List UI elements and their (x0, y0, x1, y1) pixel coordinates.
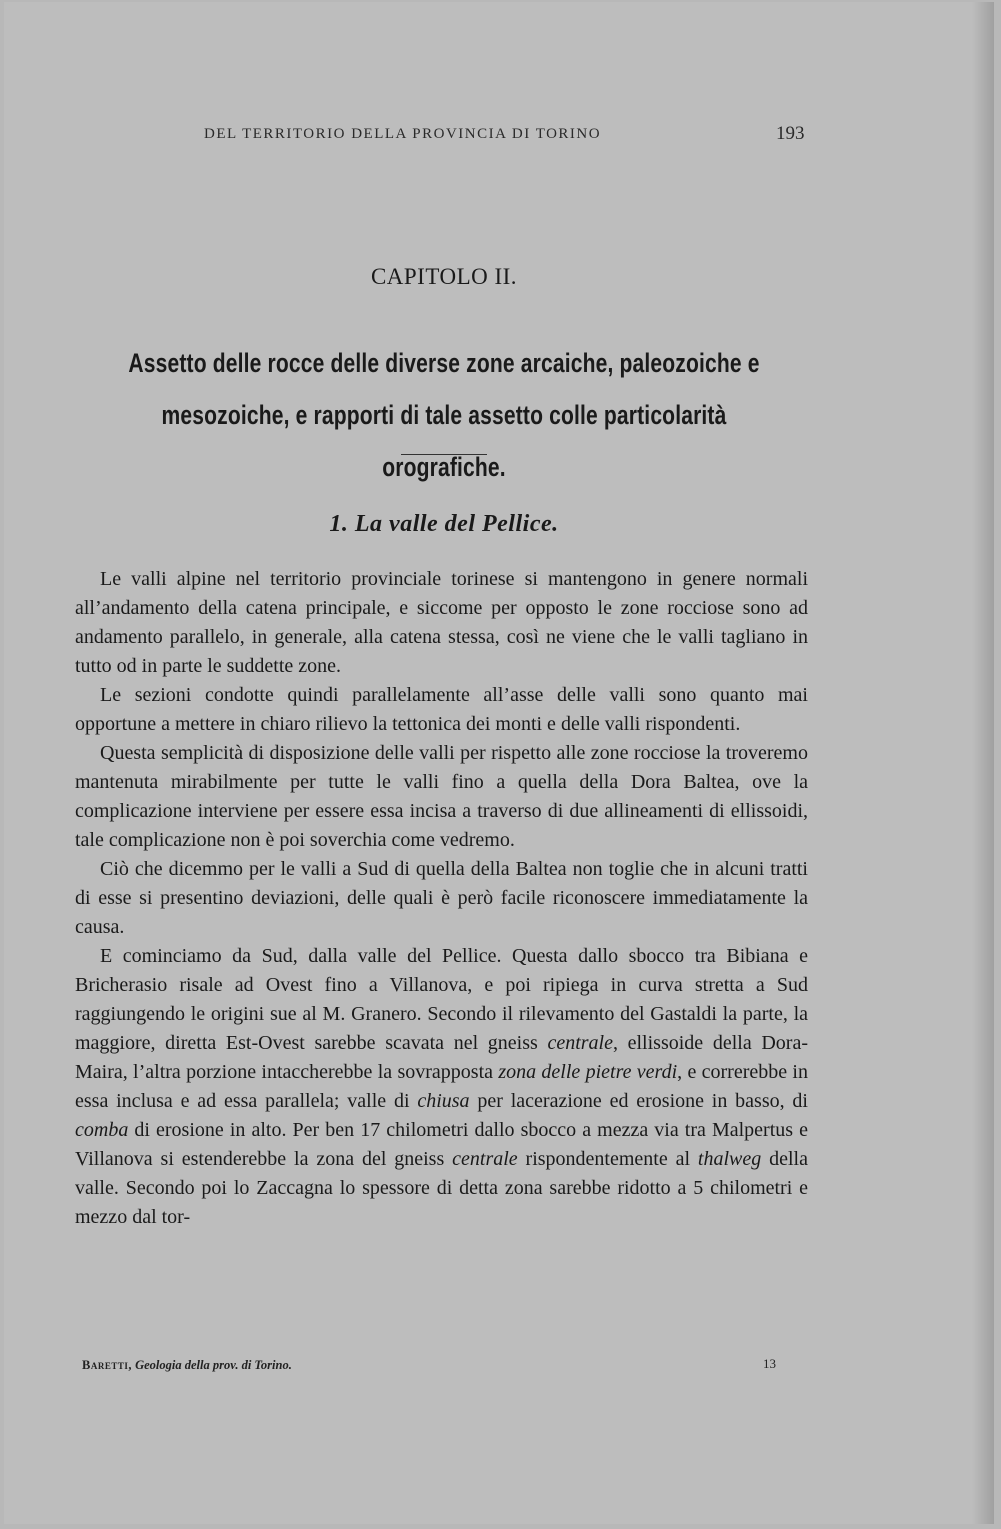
paragraph-4: Ciò che dicemmo per le valli a Sud di quella della Baltea non toglie che in alcuni tratti di esse si presentino deviazioni, delle quali è però facile riconoscere immediatamente la causa. (75, 858, 808, 938)
paragraph-5 (75, 942, 808, 1232)
section-heading: 1. La valle del Pellice. (329, 511, 559, 537)
paragraph-2: Le sezioni condotte quindi parallelamente all’asse delle valli sono quanto mai opportune a mettere in chiaro rilievo la tettonica dei monti e delle valli rispondenti. (75, 684, 808, 735)
paragraph-5-text: E cominciamo da Sud, dalla valle del Pellice. Questa dallo sbocco tra Bibiana e Bricherasio risale ad Ovest fino a Villanova, e poi ripiega in curva stretta a Sud raggiungendo le origini sue al M. Granero. Secondo il rilevamento del Gastaldi la parte, la maggiore, diretta Est-Ovest sarebbe scavata nel gneiss (75, 945, 808, 1054)
running-head: DEL TERRITORIO DELLA PROVINCIA DI TORINO (204, 126, 602, 142)
paragraph-5-text: , e correrebbe in essa inclusa e ad essa parallela; valle di (75, 1061, 808, 1112)
footer-author: Baretti, (82, 1358, 132, 1372)
chapter-label: CAPITOLO II. (370, 264, 518, 289)
italic-term: thalweg (697, 1148, 762, 1170)
section-divider (401, 454, 487, 455)
paragraph-5-text: della valle. Secondo poi lo Zaccagna lo spessore di detta zona sarebbe ridotto a 5 chilometri e mezzo dal tor- (75, 1148, 808, 1228)
paragraph-5-text: , ellissoide della Dora-Maira, l’altra porzione intaccherebbe la sovrapposta (75, 1032, 808, 1083)
body-text (75, 565, 808, 1232)
page-number: 193 (776, 123, 805, 144)
italic-term: comba (75, 1119, 129, 1141)
italic-term: centrale (452, 1148, 518, 1170)
signature-mark: 13 (763, 1356, 776, 1371)
footer-book-title: Geologia della prov. di Torino. (135, 1358, 292, 1372)
footer-citation (82, 1358, 292, 1373)
chapter-title: Assetto delle rocce delle diverse zone arcaiche, paleozoiche e mesozoiche, e rapporti di tale assetto colle particolarità orografiche. (128, 348, 760, 482)
paragraph-1: Le valli alpine nel territorio provinciale torinese si mantengono in genere normali all’andamento della catena principale, e siccome per opposto le zone rocciose sono ad andamento parallelo, in generale, alla catena stessa, così ne viene che le valli tagliano in tutto od in parte le suddette zone. (75, 568, 808, 677)
italic-term: zona delle pietre verdi (498, 1061, 678, 1083)
italic-term: chiusa (417, 1090, 470, 1112)
paragraph-3: Questa semplicità di disposizione delle valli per rispetto alle zone rocciose la troveremo mantenuta mirabilmente per tutte le valli fino a quella della Dora Baltea, ove la complicazione interviene per essere essa incisa a traverso di due allineamenti di ellissoidi, tale complicazione non è poi soverchia come vedremo. (75, 742, 808, 851)
paragraph-5-text: rispondentemente al (517, 1148, 698, 1170)
italic-term: centrale (547, 1032, 613, 1054)
book-page (4, 2, 994, 1524)
paragraph-5-text: per lacerazione ed erosione in basso, di (469, 1090, 808, 1112)
paragraph-5-text: di erosione in alto. Per ben 17 chilometri dallo sbocco a mezza via tra Malpertus e Villanova si estenderebbe la zona del gneiss (75, 1119, 808, 1170)
